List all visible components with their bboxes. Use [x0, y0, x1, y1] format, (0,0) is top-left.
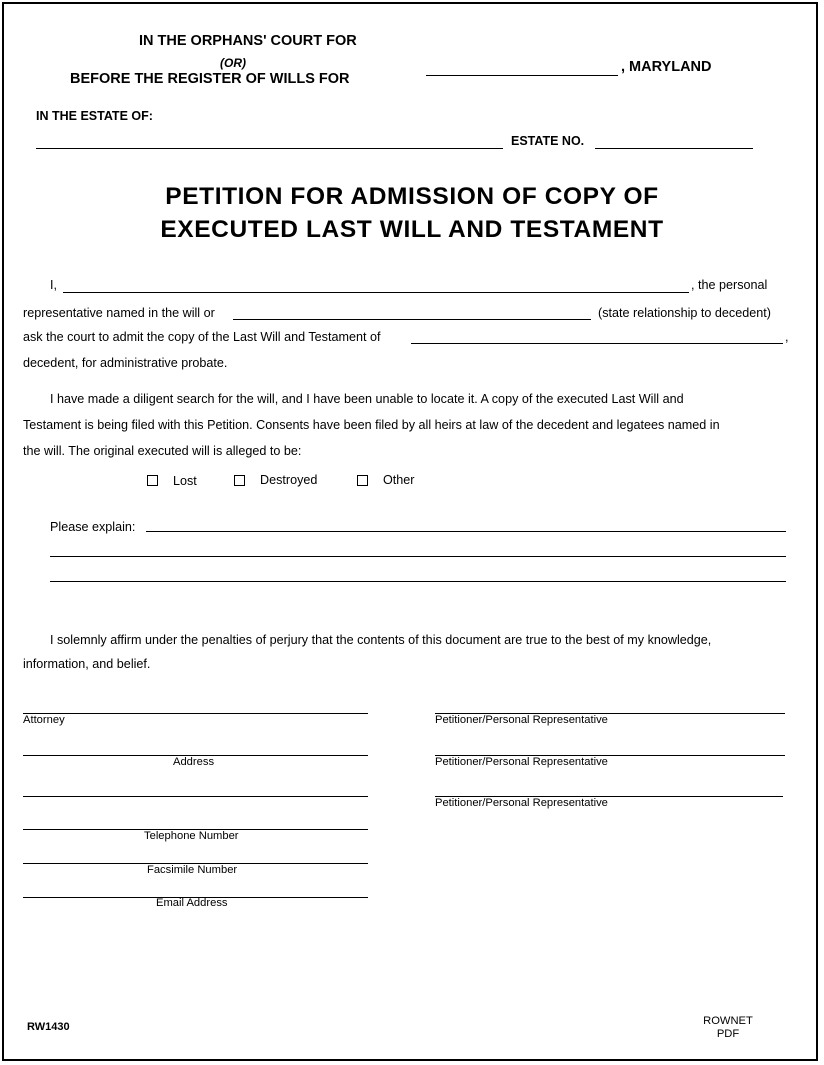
or-text: (OR) [220, 56, 246, 70]
decedent-text: decedent, for administrative probate. [23, 356, 228, 370]
personal-rep-text: , the personal [691, 278, 768, 292]
affirmation-line2: information, and belief. [23, 657, 151, 671]
rownet-text: ROWNET [703, 1015, 753, 1027]
court-heading: IN THE ORPHANS' COURT FOR [139, 33, 357, 49]
telephone-label: Telephone Number [144, 830, 239, 842]
title-line1: PETITION FOR ADMISSION OF COPY OF [165, 183, 659, 210]
estate-of-label: IN THE ESTATE OF: [36, 109, 153, 123]
facsimile-label: Facsimile Number [147, 864, 238, 876]
other-label: Other [383, 473, 415, 487]
petitioner-name-field[interactable] [63, 292, 689, 293]
relationship-field[interactable] [233, 319, 591, 320]
attorney-label: Attorney [23, 714, 65, 726]
attorney-line[interactable] [23, 713, 368, 714]
county-field[interactable] [426, 75, 618, 76]
state-label: , MARYLAND [621, 59, 712, 75]
email-label: Email Address [156, 897, 228, 909]
lost-label: Lost [173, 474, 197, 488]
register-heading: BEFORE THE REGISTER OF WILLS FOR [70, 71, 350, 87]
destroyed-checkbox[interactable] [234, 475, 245, 486]
explain-line-2[interactable] [50, 556, 786, 557]
search-line1: I have made a diligent search for the will, and I have been unable to locate it. A copy of the executed Last Will and [50, 392, 684, 406]
pdf-text: PDF [716, 1028, 740, 1040]
explain-label: Please explain: [50, 520, 136, 534]
state-relationship-text: (state relationship to decedent) [598, 306, 771, 320]
petitioner-label-1: Petitioner/Personal Representative [435, 714, 608, 726]
estate-no-label: ESTATE NO. [511, 134, 585, 148]
address-line-2[interactable] [23, 796, 368, 797]
petitioner-label-3: Petitioner/Personal Representative [435, 797, 608, 809]
address-label: Address [173, 756, 215, 768]
petitioner-label-2: Petitioner/Personal Representative [435, 756, 608, 768]
destroyed-label: Destroyed [260, 473, 318, 487]
form-code: RW1430 [27, 1021, 70, 1033]
ask-court-text: ask the court to admit the copy of the Last Will and Testament of [23, 330, 381, 344]
other-checkbox[interactable] [357, 475, 368, 486]
rep-named-text: representative named in the will or [23, 306, 215, 320]
search-line2: Testament is being filed with this Petition. Consents have been filed by all heirs at law of the decedent and legatees named in [23, 418, 720, 432]
estate-name-field[interactable] [36, 148, 503, 149]
title-line2: EXECUTED LAST WILL AND TESTAMENT [160, 216, 664, 243]
i-label: I, [50, 278, 57, 292]
estate-no-field[interactable] [595, 148, 753, 149]
lost-checkbox[interactable] [147, 475, 158, 486]
explain-line-1[interactable] [146, 531, 786, 532]
affirmation-line1: I solemnly affirm under the penalties of perjury that the contents of this document are true to the best of my knowledge, [50, 633, 712, 647]
explain-line-3[interactable] [50, 581, 786, 582]
decedent-name-field[interactable] [411, 343, 783, 344]
comma-text: , [785, 330, 789, 344]
search-line3: the will. The original executed will is alleged to be: [23, 444, 302, 458]
